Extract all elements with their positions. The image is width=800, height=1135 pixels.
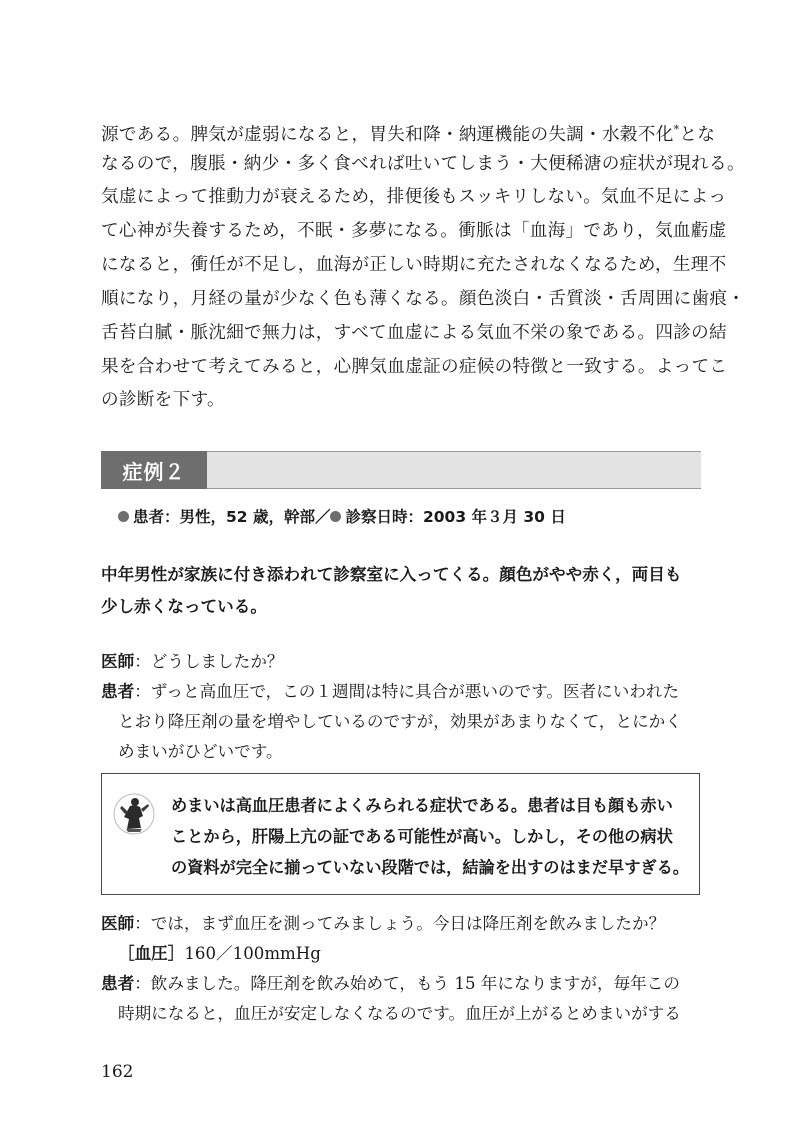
intro-line: 中年男性が家族に付き添われて診察室に入ってくる。顔色がやや赤く，両目も bbox=[101, 565, 682, 584]
bp-label: ［血圧］ bbox=[118, 944, 185, 963]
commentary-line: ことから，肝陽上亢の証である可能性が高い。しかし，その他の病状 bbox=[171, 827, 673, 846]
doctor-figure-icon bbox=[112, 792, 156, 836]
speaker-label: 患者 bbox=[101, 974, 135, 993]
paragraph-line-text: るので，腹脹・納少・多く食べれば吐いてしまう・大便稀溏の症状が現れる。 bbox=[118, 154, 745, 174]
speaker-label: 医師 bbox=[101, 652, 135, 671]
patient-line bbox=[101, 972, 711, 996]
patient-line-cont: とおり降圧剤の量を増やしているのですが，効果があまりなくて，とにかく bbox=[118, 712, 682, 731]
colon: ： bbox=[134, 974, 151, 993]
paragraph-line: て心神が失養するため，不眠・多夢になる。衝脈は「血海」であり，気血虧虚 bbox=[101, 221, 727, 241]
blood-pressure-line bbox=[118, 942, 708, 966]
paragraph-line: 果を合わせて考えてみると，心脾気血虚証の症候の特徴と一致する。よってこ bbox=[101, 357, 728, 377]
patient-text: 飲みました。降圧剤を飲み始めて，もう 15 年になりますが，毎年この bbox=[150, 974, 680, 993]
patient-line-cont: めまいがひどいです。 bbox=[118, 742, 283, 761]
doctor-text: どうしましたか？ bbox=[150, 652, 284, 671]
colon: ： bbox=[134, 914, 151, 933]
paragraph-line-tail: とな bbox=[679, 124, 716, 145]
patient-line bbox=[101, 680, 711, 704]
paragraph-line: 順になり，月経の量が少なく色も薄くなる。顔色淡白・舌質淡・舌周囲に歯痕・ bbox=[101, 289, 746, 309]
commentary-line: めまいは高血圧患者によくみられる症状である。患者は目も顔も赤い bbox=[171, 796, 673, 815]
paragraph-line bbox=[101, 152, 745, 176]
intro-line: 少し赤くなっている。 bbox=[101, 597, 267, 616]
paragraph-line: 気虚によって推動力が衰えるため，排便後もスッキリしない。気血不足によっ bbox=[101, 187, 727, 207]
paragraph-line: 舌苔白膩・脈沈細で無力は，すべて血虚による気血不栄の象である。四診の結 bbox=[101, 323, 727, 343]
doctor-line bbox=[101, 650, 711, 674]
patient-text: ずっと高血圧で，この１週間は特に具合が悪いのです。医者にいわれた bbox=[150, 682, 680, 701]
patient-line-cont: 時期になると，血圧が安定しなくなるのです。血圧が上がるとめまいがする bbox=[118, 1004, 681, 1023]
doctor-text: では，まず血圧を測ってみましょう。今日は降圧剤を飲みましたか？ bbox=[150, 914, 666, 933]
visit-info: 診察日時：2003 年３月 30 日 bbox=[345, 508, 566, 526]
bullet-dot-icon bbox=[330, 511, 341, 522]
paragraph-line-text: 源である。脾気が虚弱になると，胃失和降・納運機能の失調・水穀不化 bbox=[101, 124, 674, 145]
patient-info: 患者：男性，52 歳，幹部／ bbox=[133, 508, 331, 526]
speaker-label: 医師 bbox=[101, 914, 135, 933]
case-heading: 症例２ bbox=[101, 451, 207, 489]
speaker-label: 患者 bbox=[101, 682, 135, 701]
page-number: 162 bbox=[101, 1062, 134, 1082]
bp-value: 160／100mmHg bbox=[184, 944, 321, 963]
bullet-dot-icon bbox=[118, 511, 129, 522]
paragraph-line: になると，衝任が不足し，血海が正しい時期に充たされなくなるため，生理不 bbox=[101, 255, 727, 275]
footnote-mark: * bbox=[673, 123, 680, 136]
patient-meta bbox=[118, 505, 566, 527]
commentary-line: の資料が完全に揃っていない段階では，結論を出すのはまだ早すぎる。 bbox=[171, 858, 689, 877]
paragraph-line-prefix: な bbox=[101, 154, 119, 174]
colon: ： bbox=[134, 652, 151, 671]
colon: ： bbox=[134, 682, 151, 701]
paragraph-line: の診断を下す。 bbox=[101, 390, 225, 410]
doctor-line bbox=[101, 912, 711, 936]
paragraph-line bbox=[101, 118, 716, 147]
